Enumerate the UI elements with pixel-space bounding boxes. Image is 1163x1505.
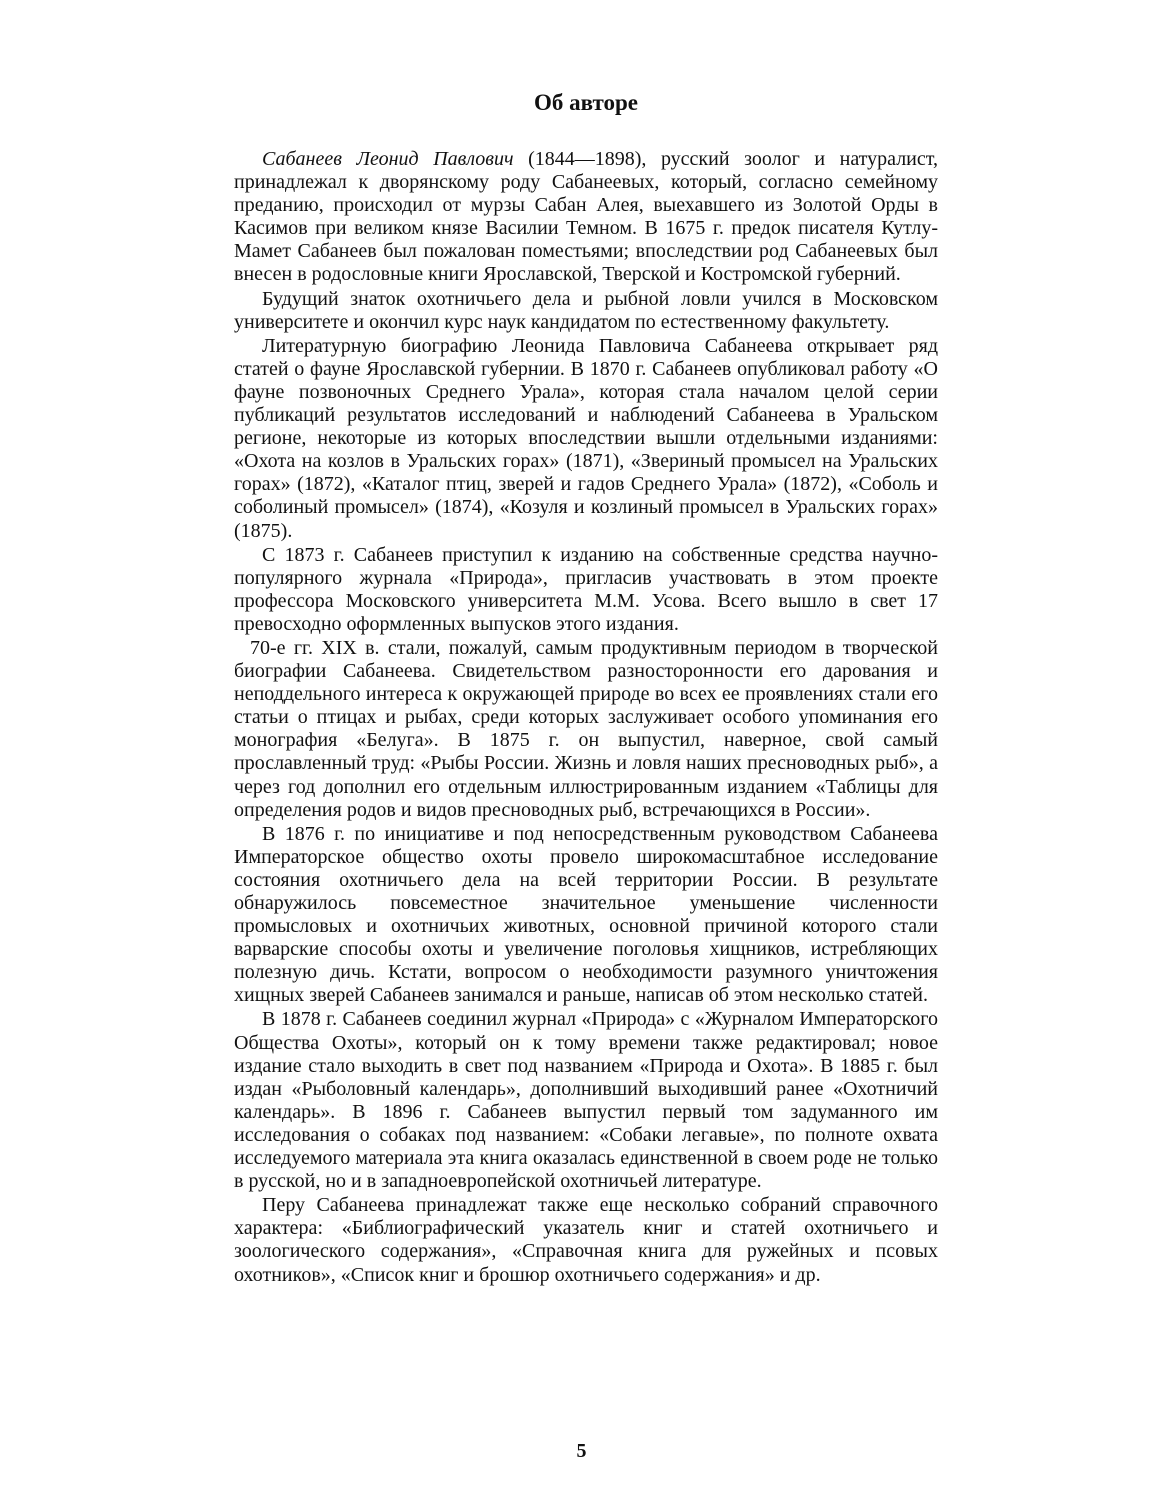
paragraph-reference-works: Перу Сабанеева принадлежат также еще несколько собраний справочного характера: «Библиографический указатель книг и статей охотничьего и зоологического содержания», «Справочная книга для ружейных и псовых охотников», «Список книг и брошюр охотничьего содержания» и др. — [234, 1194, 938, 1286]
page-number: 5 — [576, 1440, 587, 1462]
author-name: Сабанеев Леонид Павлович — [262, 148, 514, 170]
paragraph-literary-biography: Литературную биографию Леонида Павловича Сабанеева открывает ряд статей о фауне Ярославской губернии. В 1870 г. Сабанеев опубликовал работу «О фауне позвоночных Среднего Урала», которая стала началом целой серии публикаций результатов исследований и наблюдений Сабанеева в Уральском регионе, некоторые из которых впоследствии вышли отдельными изданиями: «Охота на козлов в Уральских горах» (1871), «Звериный промысел на Уральских горах» (1872), «Каталог птиц, зверей и гадов Среднего Урала» (1872), «Соболь и соболиный промысел» (1874), «Козуля и козлиный промысел в Уральских горах» (1875). — [234, 334, 938, 542]
paragraph-education: Будущий знаток охотничьего дела и рыбной ловли учился в Московском университете и окончил курс наук кандидатом по естественному факультету. — [234, 287, 938, 333]
paragraph-hunting-survey: В 1876 г. по инициативе и под непосредственным руководством Сабанеева Императорское общество охоты провело широкомасштабное исследование состояния охотничьего дела на всей территории России. В результате обнаружилось повсеместное значительное уменьшение численности промысловых и охотничьих животных, основной причиной которого стали варварские способы охоты и увеличение поголовья хищников, истребляющих полезную дичь. Кстати, вопросом о необходимости разумного уничтожения хищных зверей Сабанеев занимался и раньше, написав об этом несколько статей. — [234, 822, 938, 1007]
paragraph-journal-priroda: С 1873 г. Сабанеев приступил к изданию на собственные средства научно-популярного журнала «Природа», пригласив участвовать в этом проекте профессора Московского университета М.М. Усова. Всего вышло в свет 17 превосходно оформленных выпусков этого издания. — [234, 543, 938, 635]
page-title: Об авторе — [534, 90, 638, 115]
paragraph-intro — [234, 148, 938, 287]
paragraph-priroda-i-okhota: В 1878 г. Сабанеев соединил журнал «Природа» с «Журналом Императорского Общества Охоты», который он к тому времени также редактировал; новое издание стало выходить в свет под названием «Природа и Охота». В 1885 г. был издан «Рыболовный календарь», дополнивший выходивший ранее «Охотничий календарь». В 1896 г. Сабанеев выпустил первый том задуманного им исследования о собаках под названием: «Собаки легавые», по полноте охвата исследуемого материала эта книга оказалась единственной в своем роде не только в русской, но и в западноевропейской охотничьей литературе. — [234, 1008, 938, 1193]
paragraph-seventies: 70-е гг. XIX в. стали, пожалуй, самым продуктивным периодом в творческой биографии Сабанеева. Свидетельством разносторонности его дарования и неподдельного интереса к окружающей природе во всех ее проявлениях стали его статьи о птицах и рыбах, среди которых заслуживает особого упоминания его монография «Белуга». В 1875 г. он выпустил, наверное, свой самый прославленный труд: «Рыбы России. Жизнь и ловля наших пресноводных рыб», а через год дополнил его отдельным иллюстрированным изданием «Таблицы для определения родов и видов пресноводных рыб, встречающихся в России». — [234, 636, 938, 821]
page-body — [234, 88, 938, 1288]
paragraph-intro-text: (1844—1898), русский зоолог и натуралист, принадлежал к дворянскому роду Сабанеевых, который, согласно семейному преданию, происходил от мурзы Сабан Алея, выехавшего из Золотой Орды в Касимов при великом князе Василии Темном. В 1675 г. предок писателя Кутлу-Мамет Сабанеев был пожалован поместьями; впоследствии род Сабанеевых был внесен в родословные книги Ярославской, Тверской и Костромской губерний. — [234, 148, 939, 286]
